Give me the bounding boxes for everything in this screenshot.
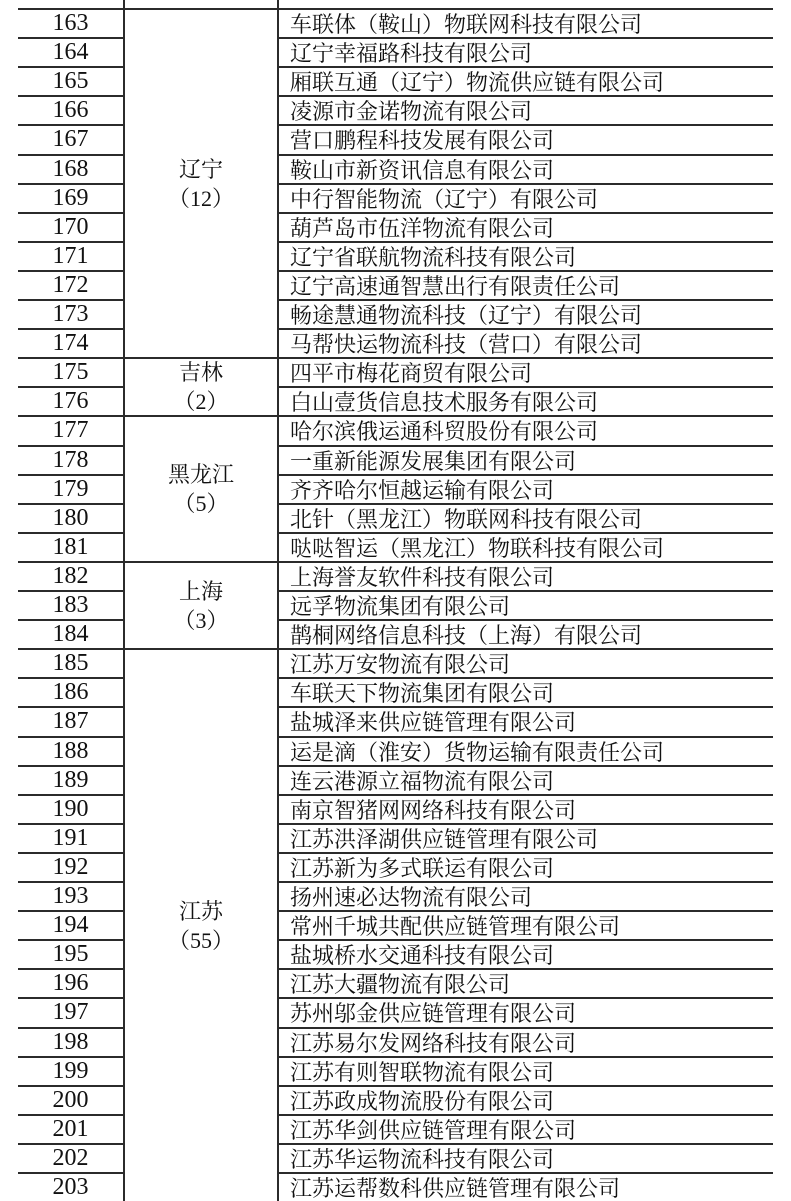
company-name: 鹊桐网络信息科技（上海）有限公司 <box>290 623 643 648</box>
company-name: 江苏政成物流股份有限公司 <box>290 1089 555 1114</box>
company-name: 苏州邬金供应链管理有限公司 <box>290 1001 577 1026</box>
province-name: 江苏 <box>178 898 223 924</box>
row-number: 190 <box>52 796 89 822</box>
row-number: 184 <box>52 621 89 647</box>
company-name: 南京智猪网网络科技有限公司 <box>290 798 577 823</box>
province-label <box>125 650 277 1201</box>
company-name: 江苏华剑供应链管理有限公司 <box>290 1118 577 1143</box>
row-number: 165 <box>52 68 89 94</box>
column-divider-right <box>277 0 279 1201</box>
province-label <box>125 359 277 415</box>
row-number: 188 <box>52 738 89 764</box>
row-number: 175 <box>52 359 89 385</box>
company-name: 凌源市金诺物流有限公司 <box>290 99 533 124</box>
row-number: 174 <box>52 330 89 356</box>
company-name: 上海誉友软件科技有限公司 <box>290 565 555 590</box>
row-number: 186 <box>52 679 89 705</box>
company-name: 车联体（鞍山）物联网科技有限公司 <box>290 12 643 37</box>
row-number: 179 <box>52 476 89 502</box>
company-name: 远孚物流集团有限公司 <box>290 594 511 619</box>
province-count: （5） <box>173 490 229 516</box>
row-number: 185 <box>52 650 89 676</box>
province-name: 辽宁 <box>178 156 223 182</box>
row-number: 200 <box>52 1087 89 1113</box>
row-number: 166 <box>52 97 89 123</box>
company-name: 辽宁幸福路科技有限公司 <box>290 41 533 66</box>
company-name: 中行智能物流（辽宁）有限公司 <box>290 187 599 212</box>
company-name: 运是滴（淮安）货物运输有限责任公司 <box>290 740 665 765</box>
company-name: 江苏洪泽湖供应链管理有限公司 <box>290 827 599 852</box>
company-name: 北针（黑龙江）物联网科技有限公司 <box>290 507 643 532</box>
row-number: 172 <box>52 272 89 298</box>
province-name: 吉林 <box>178 360 223 385</box>
company-name: 厢联互通（辽宁）物流供应链有限公司 <box>290 70 665 95</box>
company-name: 盐城桥水交通科技有限公司 <box>290 943 555 968</box>
province-name: 黑龙江 <box>167 461 234 487</box>
province-count: （55） <box>167 927 234 953</box>
company-name: 江苏华运物流科技有限公司 <box>290 1147 555 1172</box>
row-number: 171 <box>52 243 89 269</box>
row-number: 164 <box>52 39 89 65</box>
row-number: 168 <box>52 156 89 182</box>
company-name: 江苏新为多式联运有限公司 <box>290 856 555 881</box>
company-name: 江苏万安物流有限公司 <box>290 652 511 677</box>
row-number: 177 <box>52 417 89 443</box>
company-name: 营口鹏程科技发展有限公司 <box>290 128 555 153</box>
row-number: 201 <box>52 1116 89 1142</box>
company-name: 江苏大疆物流有限公司 <box>290 972 511 997</box>
row-number: 169 <box>52 185 89 211</box>
company-name: 齐齐哈尔恒越运输有限公司 <box>290 478 555 503</box>
row-number: 193 <box>52 883 89 909</box>
row-number: 173 <box>52 301 89 327</box>
row-number: 167 <box>52 126 89 152</box>
company-name: 江苏运帮数科供应链管理有限公司 <box>290 1176 621 1201</box>
company-name: 江苏有则智联物流有限公司 <box>290 1060 555 1085</box>
company-name: 畅途慧通物流科技（辽宁）有限公司 <box>290 303 643 328</box>
company-name: 四平市梅花商贸有限公司 <box>290 361 533 386</box>
company-name: 扬州速必达物流有限公司 <box>290 885 533 910</box>
company-name: 辽宁省联航物流科技有限公司 <box>290 245 577 270</box>
row-number: 202 <box>52 1145 89 1171</box>
company-name: 连云港源立福物流有限公司 <box>290 769 555 794</box>
row-number: 203 <box>52 1174 89 1200</box>
province-label <box>125 563 277 648</box>
company-name: 白山壹货信息技术服务有限公司 <box>290 390 599 415</box>
row-number: 197 <box>52 999 89 1025</box>
province-label <box>125 417 277 560</box>
row-number: 181 <box>52 534 89 560</box>
row-number: 189 <box>52 767 89 793</box>
company-name: 辽宁高速通智慧出行有限责任公司 <box>290 274 621 299</box>
province-count: （2） <box>173 389 229 414</box>
row-number: 180 <box>52 505 89 531</box>
row-number: 187 <box>52 708 89 734</box>
row-number: 183 <box>52 592 89 618</box>
row-number: 198 <box>52 1029 89 1055</box>
province-count: （3） <box>173 607 229 633</box>
company-name: 一重新能源发展集团有限公司 <box>290 449 577 474</box>
row-number: 178 <box>52 447 89 473</box>
company-name: 江苏易尔发网络科技有限公司 <box>290 1031 577 1056</box>
province-count: （12） <box>167 185 234 211</box>
province-name: 上海 <box>178 578 223 604</box>
row-number: 176 <box>52 388 89 414</box>
row-number: 192 <box>52 854 89 880</box>
row-number: 170 <box>52 214 89 240</box>
company-name: 哒哒智运（黑龙江）物联科技有限公司 <box>290 536 665 561</box>
row-number: 163 <box>52 10 89 36</box>
row-number: 191 <box>52 825 89 851</box>
company-name: 马帮快运物流科技（营口）有限公司 <box>290 332 643 357</box>
row-number: 182 <box>52 563 89 589</box>
company-name: 葫芦岛市伍洋物流有限公司 <box>290 216 555 241</box>
company-name: 车联天下物流集团有限公司 <box>290 681 555 706</box>
company-name: 盐城泽来供应链管理有限公司 <box>290 710 577 735</box>
row-number: 195 <box>52 941 89 967</box>
company-name: 常州千城共配供应链管理有限公司 <box>290 914 621 939</box>
company-name: 哈尔滨俄运通科贸股份有限公司 <box>290 419 599 444</box>
company-name: 鞍山市新资讯信息有限公司 <box>290 158 555 183</box>
province-label <box>125 10 277 357</box>
row-number: 194 <box>52 912 89 938</box>
row-number: 196 <box>52 970 89 996</box>
row-number: 199 <box>52 1058 89 1084</box>
